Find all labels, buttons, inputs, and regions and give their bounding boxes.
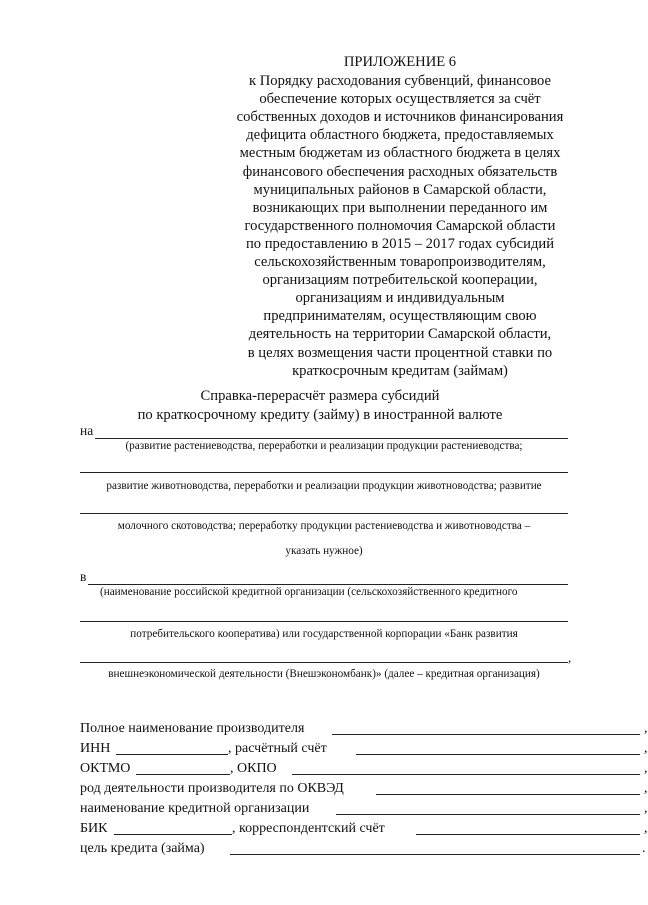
bik-input[interactable]	[114, 834, 232, 835]
comma: ,	[568, 650, 572, 665]
comma: ,	[644, 761, 648, 776]
bank-name-label: наименование кредитной организации	[80, 801, 310, 816]
appendix-line: в целях возмещения части процентной ставки по	[247, 344, 553, 361]
credit-org-blank-line[interactable]	[80, 662, 568, 663]
appendix-line: местным бюджетам из областного бюджета в целях	[239, 145, 561, 162]
activity-prefix: на	[80, 423, 94, 438]
full-name-row	[80, 720, 648, 737]
okpo-label: , ОКПО	[230, 761, 277, 776]
credit-org-prefix: в	[80, 569, 87, 584]
document-title	[80, 387, 560, 424]
okpo-input[interactable]	[292, 774, 640, 775]
purpose-input[interactable]	[230, 854, 640, 855]
activity-blank-line[interactable]	[80, 513, 568, 514]
appendix-line: организациям потребительской кооперации,	[262, 272, 538, 289]
appendix-header	[200, 53, 600, 380]
credit-org-field[interactable]	[80, 568, 568, 585]
inn-account-row	[80, 740, 648, 757]
bik-corr-row	[80, 820, 648, 837]
appendix-line: финансового обеспечения расходных обязательств	[242, 163, 558, 180]
comma: ,	[644, 821, 648, 836]
corr-account-label: , корреспондентский счёт	[232, 821, 385, 836]
activity-caption: указать нужное)	[285, 545, 363, 557]
credit-org-blank-line[interactable]	[80, 621, 568, 622]
appendix-line: предпринимателям, осуществляющим свою	[263, 308, 537, 325]
comma: ,	[644, 781, 648, 796]
appendix-line: организациям и индивидуальным	[295, 290, 505, 307]
comma: ,	[644, 801, 648, 816]
purpose-row	[80, 840, 646, 857]
account-label: , расчётный счёт	[228, 741, 327, 756]
activity-blank-line[interactable]	[80, 472, 568, 473]
activity-caption: развитие животноводства, переработки и реализации продукции животноводства; развитие	[106, 480, 542, 492]
appendix-line: обеспечение которых осуществляется за счёт	[259, 91, 541, 108]
inn-input[interactable]	[116, 754, 228, 755]
appendix-line: к Порядку расходования субвенций, финансовое	[249, 73, 551, 90]
period: .	[642, 841, 646, 856]
appendix-line: возникающих при выполнении переданного им	[252, 199, 548, 216]
okved-label: род деятельности производителя по ОКВЭД	[80, 781, 344, 796]
inn-label: ИНН	[80, 741, 111, 756]
corr-account-input[interactable]	[416, 834, 640, 835]
oktmo-okpo-row	[80, 760, 648, 777]
bank-name-row	[80, 800, 648, 817]
appendix-line: сельскохозяйственным товаропроизводителям,	[254, 254, 546, 271]
activity-caption: молочного скотоводства; переработку продукции растениеводства и животноводства –	[117, 520, 531, 532]
credit-org-caption: потребительского кооператива) или государственной корпорации «Банк развития	[130, 628, 518, 640]
bank-name-input[interactable]	[336, 814, 640, 815]
comma: ,	[644, 721, 648, 736]
comma: ,	[644, 741, 648, 756]
credit-org-caption: внешнеэкономической деятельности (Внешэкономбанк)» (далее – кредитная организация)	[108, 668, 540, 680]
appendix-line: по предоставлению в 2015 – 2017 годах субсидий	[245, 235, 555, 252]
activity-field[interactable]	[80, 422, 568, 439]
full-name-input[interactable]	[332, 734, 640, 735]
appendix-line: собственных доходов и источников финансирования	[236, 109, 564, 126]
okved-input[interactable]	[376, 794, 640, 795]
account-input[interactable]	[356, 754, 640, 755]
activity-caption: (развитие растениеводства, переработки и реализации продукции растениеводства;	[125, 440, 523, 452]
appendix-line: деятельность на территории Самарской области,	[248, 326, 552, 343]
oktmo-input[interactable]	[136, 774, 230, 775]
bik-label: БИК	[80, 821, 108, 836]
appendix-line: дефицита областного бюджета, предоставляемых	[246, 127, 554, 144]
title-line-2: по краткосрочному кредиту (займу) в иностранной валюте	[137, 406, 503, 423]
full-name-label: Полное наименование производителя	[80, 721, 305, 736]
title-line-1: Справка-перерасчёт размера субсидий	[200, 388, 440, 404]
appendix-line: государственного полномочия Самарской области	[244, 217, 556, 234]
oktmo-label: ОКТМО	[80, 761, 131, 776]
okved-row	[80, 780, 648, 797]
purpose-label: цель кредита (займа)	[80, 841, 205, 856]
appendix-number: ПРИЛОЖЕНИЕ 6	[343, 54, 457, 70]
appendix-line: краткосрочным кредитам (займам)	[292, 362, 508, 379]
appendix-line: муниципальных районов в Самарской области,	[253, 181, 547, 198]
credit-org-caption: (наименование российской кредитной организации (сельскохозяйственного кредитного	[100, 586, 518, 598]
